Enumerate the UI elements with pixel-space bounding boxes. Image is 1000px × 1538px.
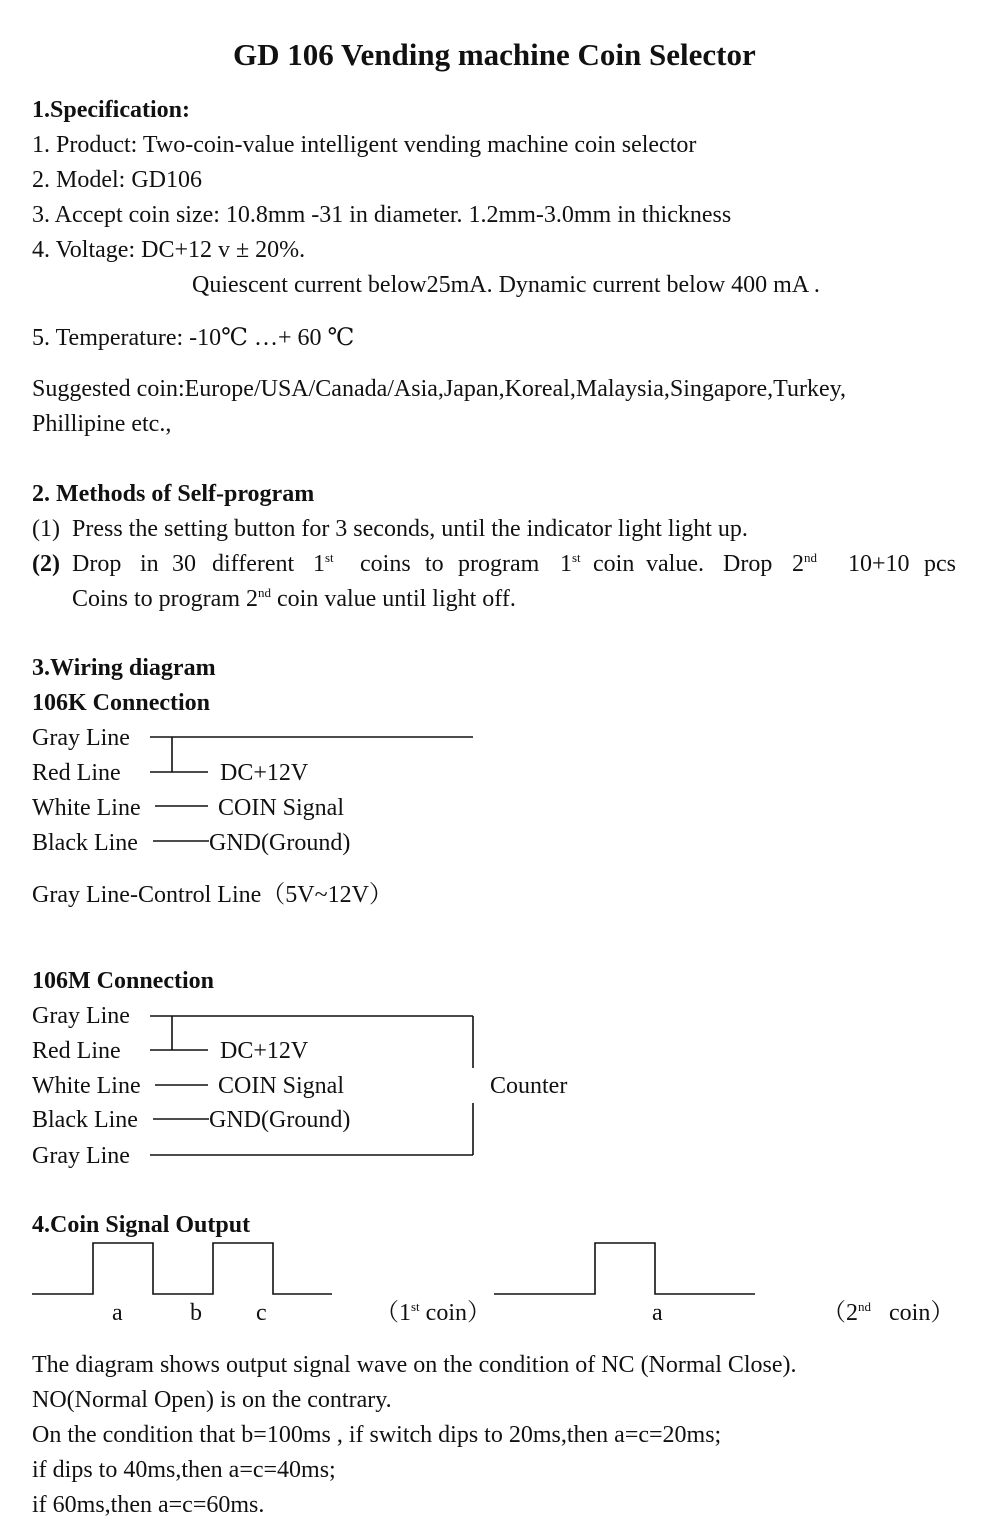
wave-label-a-second: a: [652, 1300, 663, 1326]
methods-step2-number: (2): [32, 551, 60, 577]
wiring-106m-heading: 106M Connection: [32, 968, 214, 994]
step2-word: in: [140, 551, 159, 577]
m-gray-line-2-label: Gray Line: [32, 1143, 130, 1169]
m-dc-label: DC+12V: [220, 1038, 309, 1064]
step2-word: value.: [646, 551, 704, 577]
signal-desc-3: On the condition that b=100ms , if switch dips to 20ms,then a=c=20ms;: [32, 1422, 722, 1448]
methods-step1: Press the setting button for 3 seconds, until the indicator light light up.: [72, 516, 748, 542]
spec-voltage: 4. Voltage: DC+12 v ± 20%.: [32, 237, 306, 263]
first-coin-waveform: [32, 1243, 332, 1294]
m-white-line-label: White Line: [32, 1073, 141, 1099]
step2-word: different: [212, 551, 295, 577]
k-red-line-label: Red Line: [32, 760, 121, 786]
k-wiring-lines: [150, 737, 473, 841]
k-black-line-label: Black Line: [32, 830, 138, 856]
wave-label-a: a: [112, 1300, 123, 1326]
spec-suggested-line1: Suggested coin:Europe/USA/Canada/Asia,Japan,Koreal,Malaysia,Singapore,Turkey,: [32, 376, 847, 402]
step2-word: 10+10: [848, 551, 910, 577]
step2-word: to: [425, 551, 444, 577]
m-counter-label: Counter: [490, 1073, 568, 1099]
k-control-line-note: Gray Line-Control Line（5V~12V）: [32, 882, 393, 908]
signal-desc-1: The diagram shows output signal wave on the condition of NC (Normal Close).: [32, 1352, 797, 1378]
step2-word: Drop: [72, 551, 122, 577]
step2-word: coin: [593, 551, 635, 577]
step2-word: Drop: [723, 551, 773, 577]
signal-desc-5: if 60ms,then a=c=60ms.: [32, 1492, 265, 1518]
spec-suggested-line2: Phillipine etc.,: [32, 411, 172, 437]
methods-step1-number: (1): [32, 516, 60, 542]
spec-heading: 1.Specification:: [32, 97, 190, 123]
k-white-line-label: White Line: [32, 795, 141, 821]
m-coin-signal-label: COIN Signal: [218, 1073, 344, 1099]
methods-heading: 2. Methods of Self-program: [32, 481, 315, 507]
spec-product: 1. Product: Two-coin-value intelligent vending machine coin selector: [32, 132, 697, 158]
spec-coin-size: 3. Accept coin size: 10.8mm -31 in diameter. 1.2mm-3.0mm in thickness: [32, 202, 732, 228]
wiring-heading: 3.Wiring diagram: [32, 655, 216, 681]
spec-model: 2. Model: GD106: [32, 167, 202, 193]
k-dc-label: DC+12V: [220, 760, 309, 786]
step2-word: 2nd: [792, 550, 817, 577]
second-coin-waveform: [494, 1243, 755, 1294]
k-coin-signal-label: COIN Signal: [218, 795, 344, 821]
signal-heading: 4.Coin Signal Output: [32, 1212, 251, 1238]
m-gnd-label: GND(Ground): [209, 1107, 351, 1133]
m-red-line-label: Red Line: [32, 1038, 121, 1064]
first-coin-label: （1st coin）: [375, 1299, 491, 1326]
k-gnd-label: GND(Ground): [209, 830, 351, 856]
step2-word: 30: [172, 551, 196, 577]
k-gray-line-label: Gray Line: [32, 725, 130, 751]
m-gray-line-label: Gray Line: [32, 1003, 130, 1029]
step2-word: program: [458, 551, 540, 577]
page-title: GD 106 Vending machine Coin Selector: [233, 37, 756, 72]
step2-word: 1st: [313, 550, 334, 577]
second-coin-label: （2nd coin）: [822, 1299, 955, 1326]
wiring-106k-heading: 106K Connection: [32, 690, 211, 716]
step2-word: pcs: [924, 551, 956, 577]
m-black-line-label: Black Line: [32, 1107, 138, 1133]
wave-label-b: b: [190, 1300, 202, 1326]
step2-word: 1st: [560, 550, 581, 577]
m-wiring-lines: [150, 1016, 473, 1155]
spec-temperature: 5. Temperature: -10℃ …+ 60 ℃: [32, 325, 355, 351]
wave-label-c: c: [256, 1300, 267, 1326]
spec-current: Quiescent current below25mA. Dynamic current below 400 mA .: [192, 272, 820, 298]
methods-step2-line2: Coins to program 2nd coin value until light off.: [72, 585, 516, 612]
step2-word: coins: [360, 551, 411, 577]
signal-desc-2: NO(Normal Open) is on the contrary.: [32, 1387, 392, 1413]
signal-desc-4: if dips to 40ms,then a=c=40ms;: [32, 1457, 336, 1483]
